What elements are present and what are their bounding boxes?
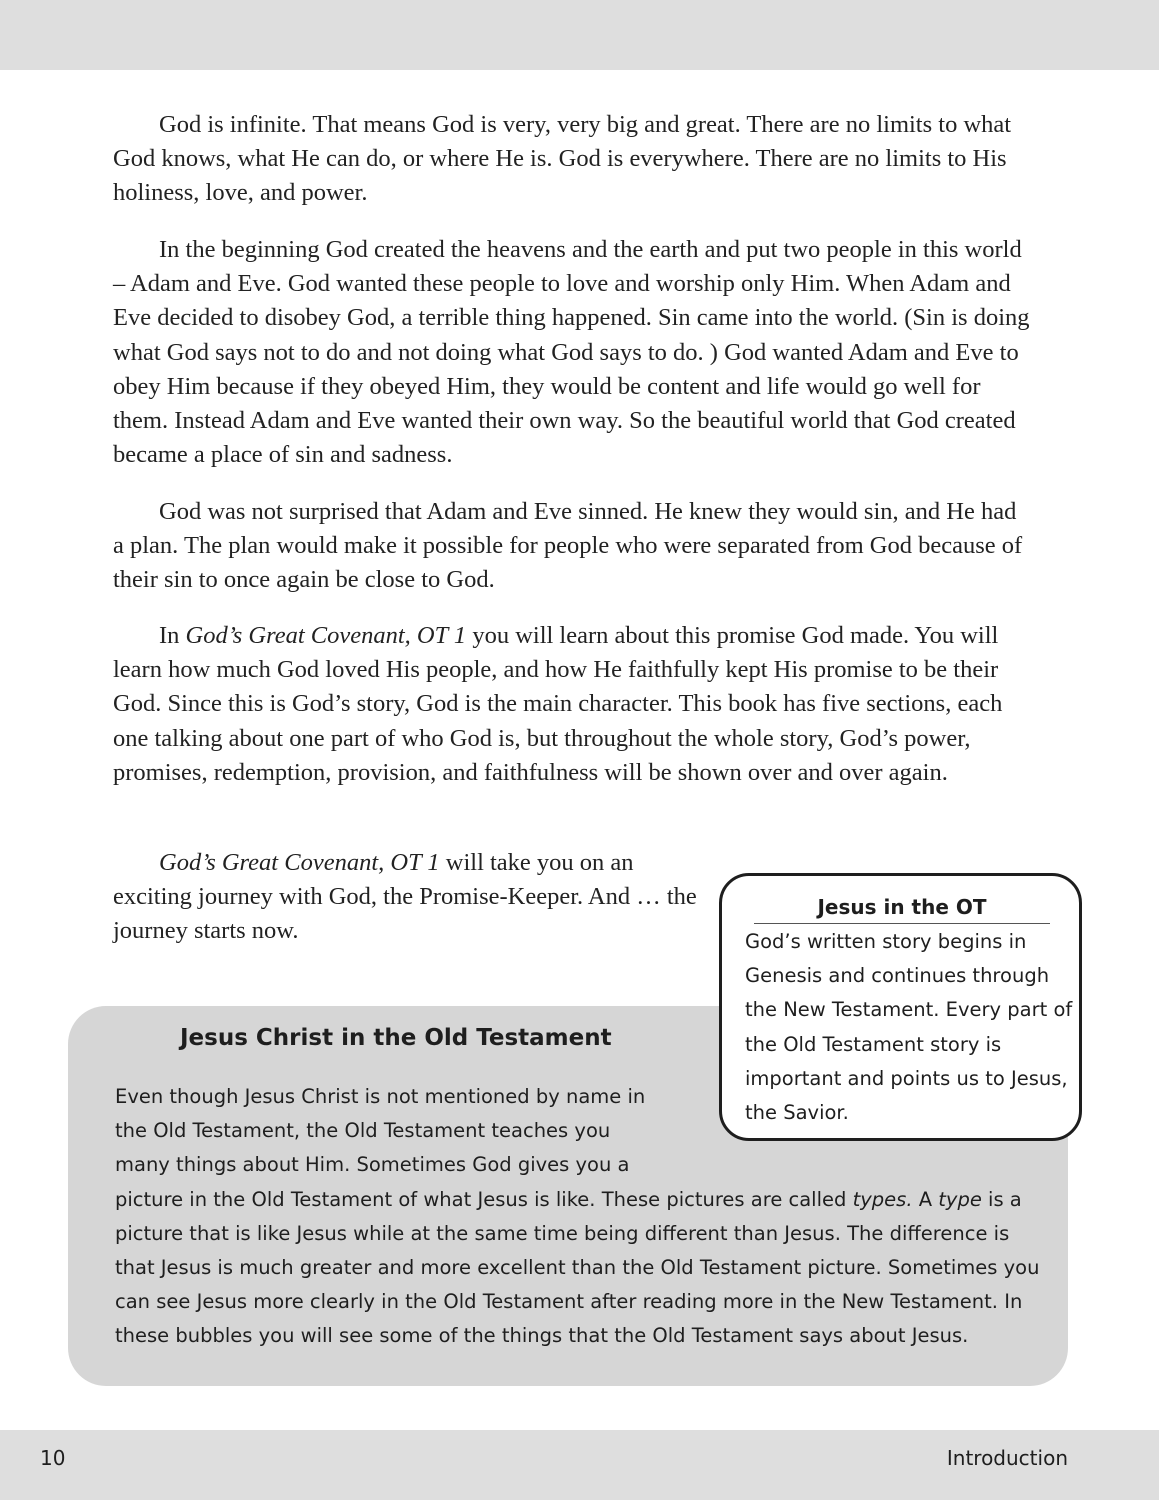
paragraph-journey — [113, 846, 703, 949]
section-name: Introduction — [946, 1446, 1068, 1470]
sidebar-box-title: Jesus Christ in the Old Testament — [180, 1025, 612, 1051]
term-types: types. — [852, 1187, 913, 1211]
header-band — [0, 0, 1159, 70]
paragraph-text: you will learn about this promise God made. You will learn how much God loved His people, and how He faithfully kept His promise to be their God. Since this is God’s story, God is the main character. This book has five sections, each one talking about one part of who God is, but throughout the whole story, God’s power, promises, redemption, provision, and faithfulness will be shown over and over again. — [113, 622, 1003, 786]
book-title: God’s Great Covenant, OT 1 — [185, 622, 467, 649]
page-number: 10 — [40, 1446, 66, 1470]
book-title: God’s Great Covenant, OT 1 — [159, 849, 440, 876]
sidebar-text-part: Even though Jesus Christ is not mentioned by name in the Old Testament, the Old Testament teaches you many things about Him. Sometimes God gives you a picture in the Old Testament of what Jesus is like. These pictures are called — [115, 1085, 853, 1211]
callout-bubble-title: Jesus in the OT — [754, 891, 1050, 924]
callout-bubble-text: God’s written story begins in Genesis and continues through the New Testament. Every part of the Old Testament story is important and points us to Jesus, the Savior. — [745, 930, 1073, 1125]
paragraph-god-is-infinite: God is infinite. That means God is very, very big and great. There are no limits to what God knows, what He can do, or where He is. God is everywhere. There are no limits to His holiness, love, and power. — [113, 111, 1012, 207]
paragraph-text: In — [159, 622, 186, 649]
paragraph-gods-plan: God was not surprised that Adam and Eve sinned. He knew they would sin, and He had a plan. The plan would make it possible for people who were separated from God because of their sin to once again be close to God. — [113, 498, 1023, 594]
paragraph-creation: In the beginning God created the heavens and the earth and put two people in this world – Adam and Eve. God wanted these people to love and worship only Him. When Adam and Eve decided to disobey God, a terrible thing happened. Sin came into the world. (Sin is doing what God says not to do and not doing what God says to do. ) God wanted Adam and Eve to obey Him because if they obeyed Him, they would be content and life would go well for them. Instead Adam and Eve wanted their own way. So the beautiful world that God created became a place of sin and sadness. — [113, 236, 1030, 469]
sidebar-text-part: A — [912, 1187, 939, 1211]
paragraph-text: will take you on an exciting journey with God, the Promise-Keeper. And … the journey starts now. — [113, 849, 697, 945]
paragraph-book-overview — [113, 619, 1033, 790]
sidebar-text-part: is a picture that is like Jesus while at the same time being different than Jesus. The difference is that Jesus is much greater and more excellent than the Old Testament picture. Sometimes you can see Jesus more clearly in the Old Testament after reading more in the New Testament. In these bubbles you will see some of the things that the Old Testament says about Jesus. — [115, 1187, 1040, 1348]
term-type: type — [938, 1187, 982, 1211]
